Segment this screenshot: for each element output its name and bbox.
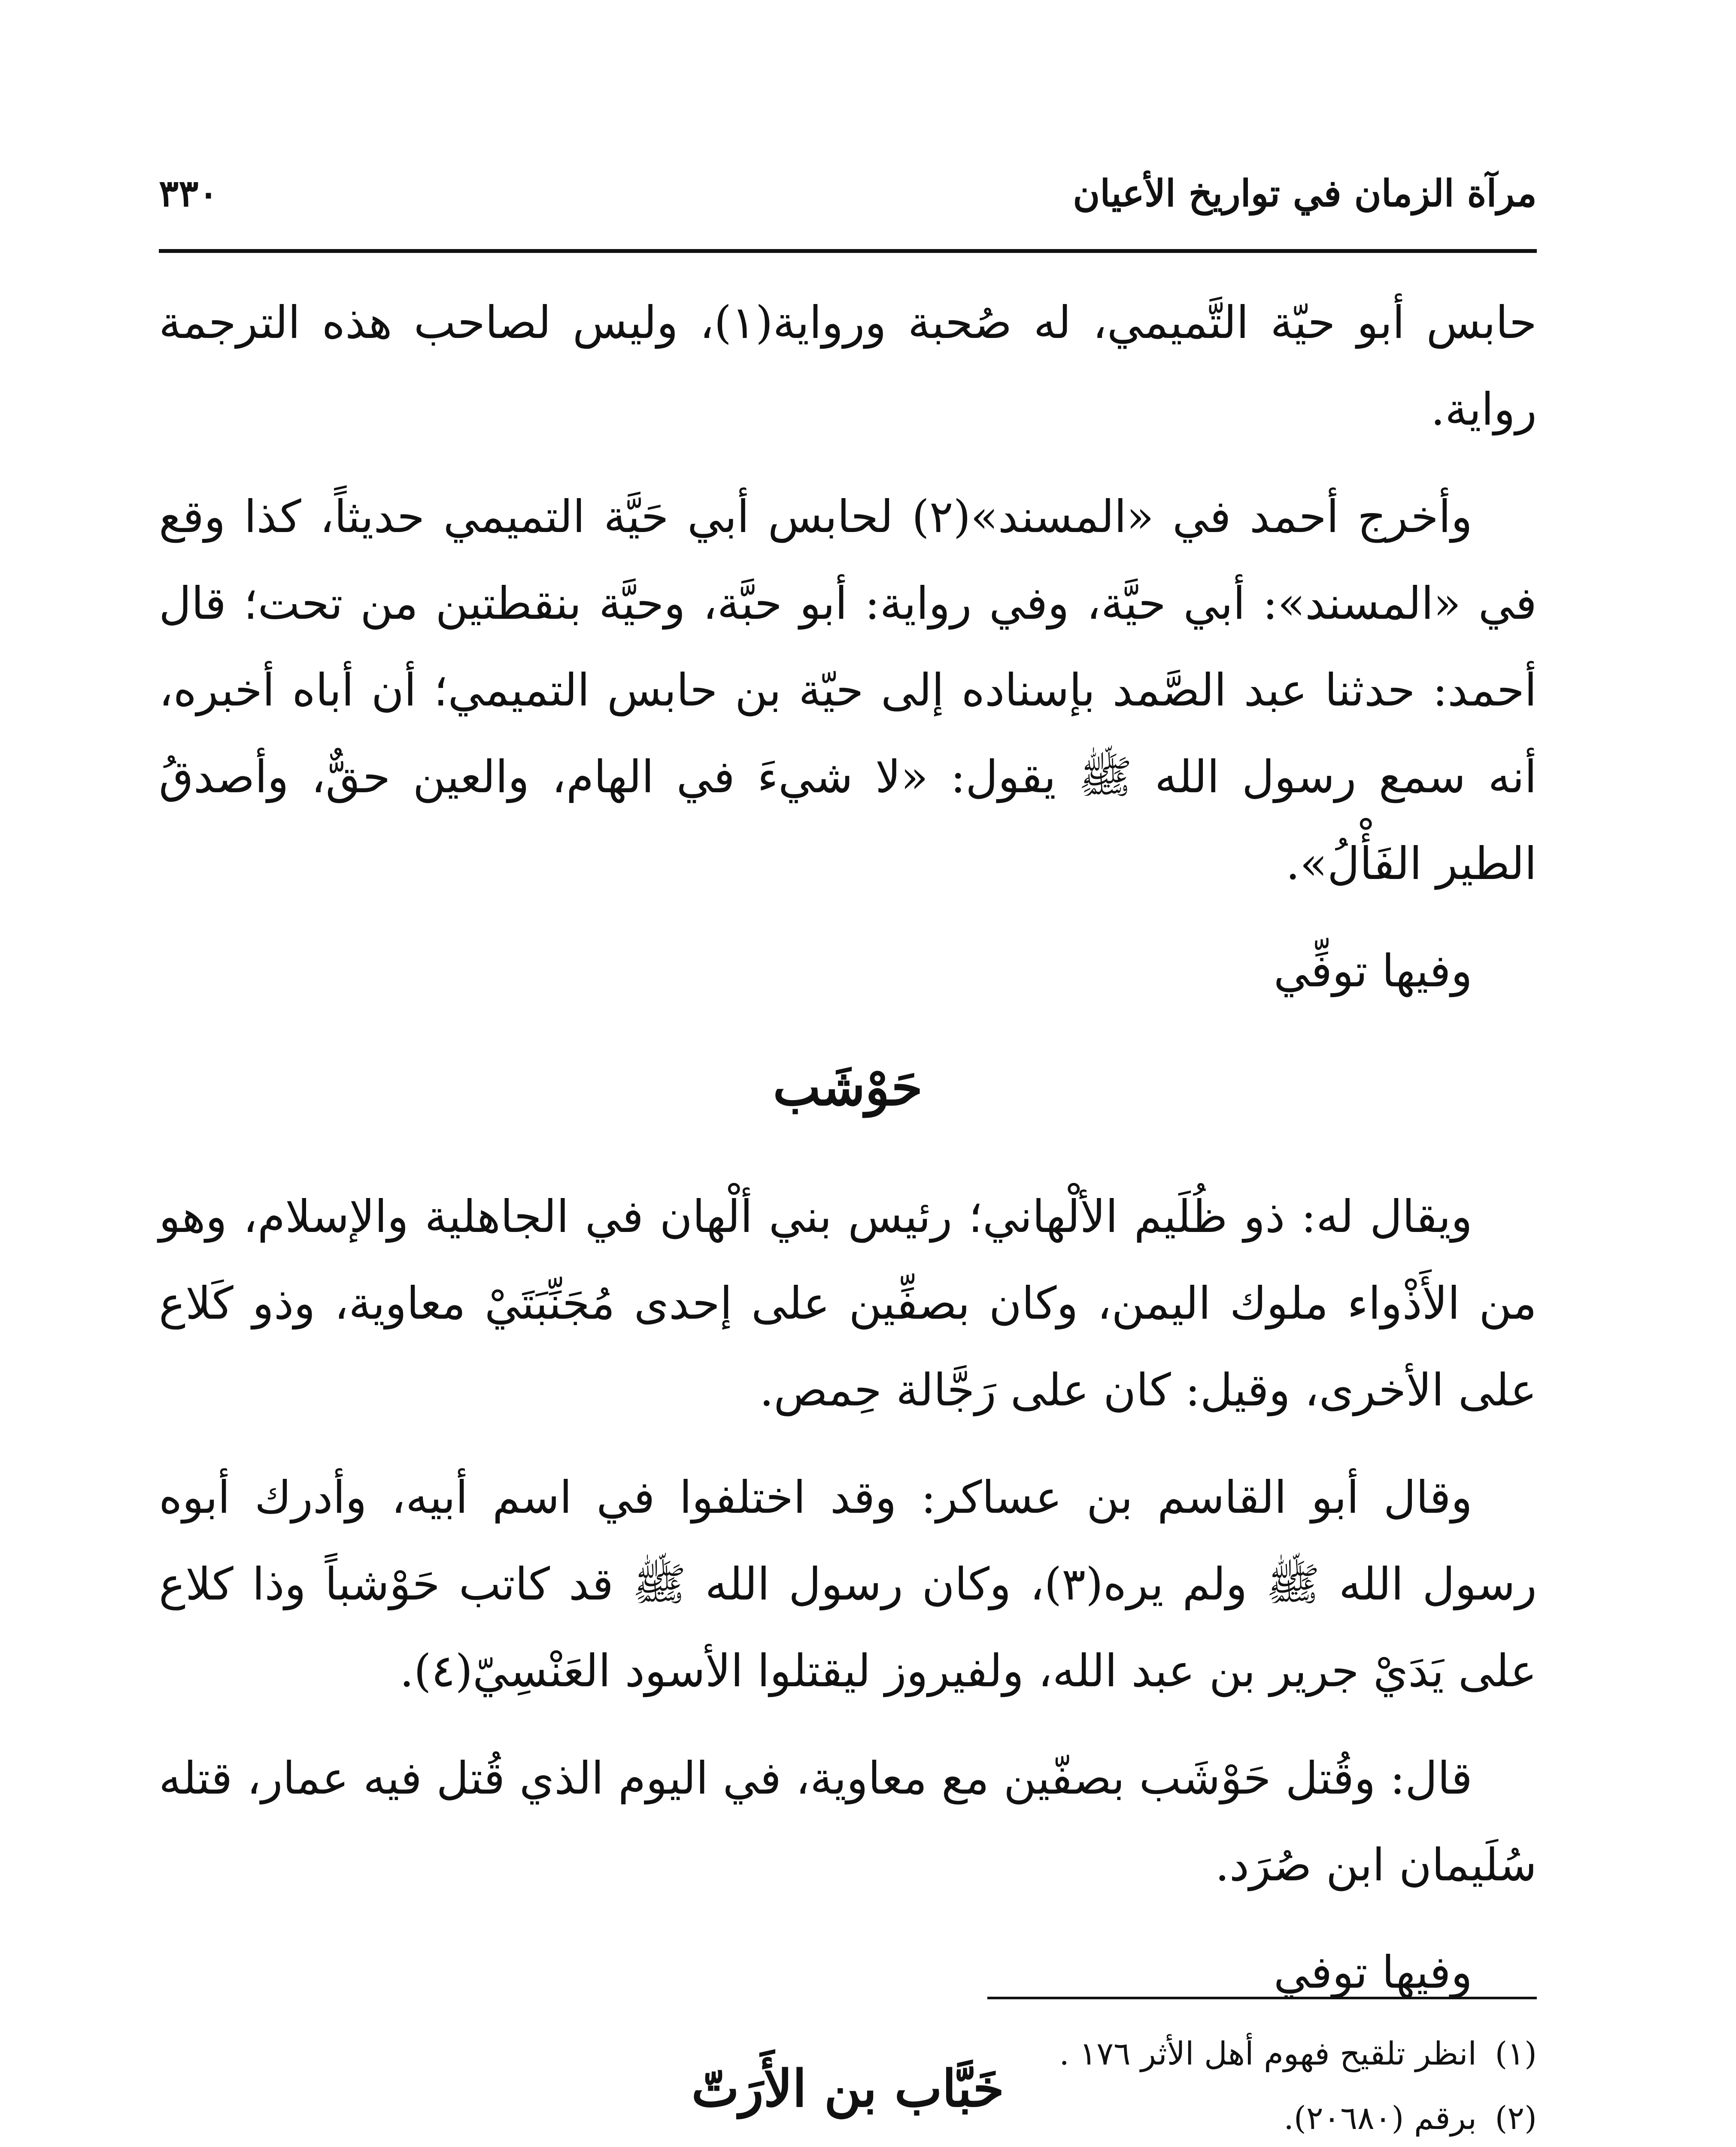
- footnotes: [159, 2027, 1537, 2147]
- page: [159, 0, 1537, 2147]
- page-header: [159, 163, 1537, 236]
- paragraph: وفيها توفِّي: [1273, 945, 1472, 997]
- paragraph: قال: وقُتل حَوْشَب بصفّين مع معاوية، في اليوم الذي قُتل فيه عمار، قتله سُلَيمان ابن صُرَد.: [159, 1752, 1537, 1891]
- footnote-text: برقم (٢٠٦٨٠).: [1284, 2100, 1477, 2137]
- footnote-number: (٢): [1495, 2100, 1537, 2137]
- section-title-khabbab: خَبَّاب بن الأَرَتّ: [691, 2059, 1005, 2118]
- footnote: [159, 2091, 1537, 2145]
- footnote-text: انظر تلقيح فهوم أهل الأثر ١٧٦ .: [1059, 2035, 1477, 2072]
- footnote: [159, 2027, 1537, 2081]
- running-title: مرآة الزمان في تواريخ الأعيان: [1073, 172, 1537, 215]
- footnote-divider: [987, 1997, 1537, 1999]
- paragraph: وفيها توفي: [1273, 1946, 1472, 1998]
- header-divider: [159, 249, 1537, 253]
- paragraph: وأخرج أحمد في «المسند»(٢) لحابس أبي حَيَّة التميمي حديثاً، كذا وقع في «المسند»: أبي حيَّة، وفي رواية: أبو حبَّة، وحيَّة بنقطتين من تحت؛ قال أحمد: حدثنا عبد الصَّمد بإسناده إلى حيّة بن حابس التميمي؛ أن أباه أخبره، أنه سمع رسول الله ﷺ يقول: «لا شيءَ في الهام، والعين حقٌّ، وأصدقُ الطير الفَأْلُ».: [159, 490, 1537, 890]
- section-title-hawshab: حَوْشَب: [773, 1057, 923, 1117]
- paragraph: حابس أبو حيّة التَّميمي، له صُحبة ورواية(١)، وليس لصاحب هذه الترجمة رواية.: [159, 296, 1537, 435]
- main-text: [159, 279, 1537, 2147]
- page-number: ٣٣٠: [159, 172, 219, 215]
- paragraph: وقال أبو القاسم بن عساكر: وقد اختلفوا في اسم أبيه، وأدرك أبوه رسول الله ﷺ ولم يره(٣)، وكان رسول الله ﷺ قد كاتب حَوْشباً وذا كلاع على يَدَيْ جرير بن عبد الله، ولفيروز ليقتلوا الأسود العَنْسِيّ(٤).: [159, 1471, 1537, 1697]
- paragraph: ويقال له: ذو ظُلَيم الألْهاني؛ رئيس بني ألْهان في الجاهلية والإسلام، وهو من الأَذْواء ملوك اليمن، وكان بصفِّين على إحدى مُجَنِّبَتَيْ معاوية، وذو كَلاع على الأخرى، وقيل: كان على رَجَّالة حِمص.: [159, 1190, 1537, 1416]
- footnote-number: (١): [1495, 2035, 1537, 2072]
